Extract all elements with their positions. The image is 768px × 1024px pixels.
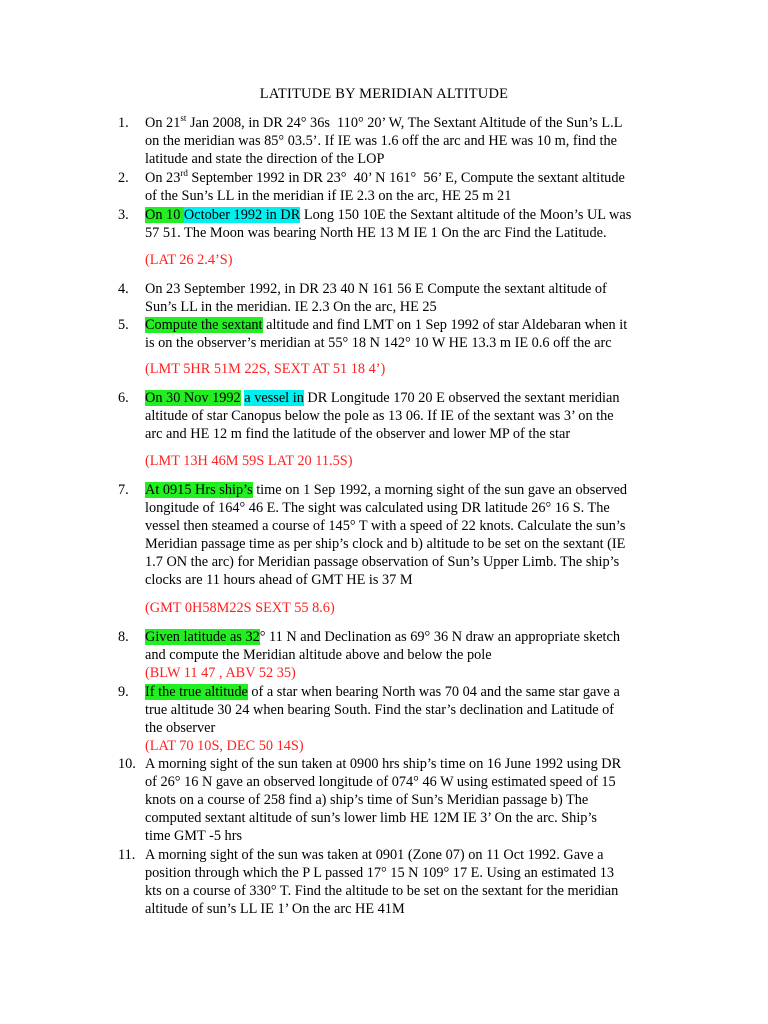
question-line: on the meridian was 85° 03.5’. If IE was 1.6 off the arc and HE was 10 m, find the: [145, 133, 617, 149]
answer-9: (LAT 70 10S, DEC 50 14S): [145, 738, 304, 754]
question-line: On 10 October 1992 in DR Long 150 10E the Sextant altitude of the Moon’s UL was: [145, 207, 632, 223]
question-line: of the Sun’s LL in the meridian if IE 2.3 on the arc, HE 25 m 21: [145, 188, 512, 204]
question-line: clocks are 11 hours ahead of GMT HE is 37 M: [145, 572, 413, 588]
question-line: At 0915 Hrs ship’s time on 1 Sep 1992, a morning sight of the sun gave an observed: [145, 482, 628, 498]
question-line: computed sextant altitude of sun’s lower limb HE 12M IE 3’ On the arc. Ship’s: [145, 810, 597, 826]
question-line: On 21st Jan 2008, in DR 24° 36s 110° 20’ W, The Sextant Altitude of the Sun’s L.L: [145, 113, 623, 131]
highlight-green: Compute the sextant: [145, 317, 263, 333]
question-line: time GMT -5 hrs: [145, 828, 243, 844]
question-line: position through which the P L passed 17° 15 N 109° 17 E. Using an estimated 13: [145, 865, 615, 881]
question-line: altitude of sun’s LL IE 1’ On the arc HE 41M: [145, 901, 405, 917]
highlight-green: On 10: [145, 207, 184, 223]
question-5: [120, 316, 680, 352]
question-8: [120, 628, 680, 682]
question-number: 4.: [118, 281, 129, 297]
question-line: arc and HE 12 m find the latitude of the observer and lower MP of the star: [145, 426, 571, 442]
question-number: 7.: [118, 482, 129, 498]
question-number: 2.: [118, 170, 129, 186]
question-line: On 30 Nov 1992 a vessel in DR Longitude 170 20 E observed the sextant meridian: [145, 390, 620, 406]
question-10: [120, 755, 680, 845]
question-line: knots on a course of 258 find a) ship’s time of Sun’s Meridian passage b) The: [145, 792, 589, 808]
highlight-green: At 0915 Hrs ship’s: [145, 482, 253, 498]
answer-7: (GMT 0H58M22S SEXT 55 8.6): [145, 600, 335, 616]
answer-3: (LAT 26 2.4’S): [145, 252, 233, 268]
question-line: is on the observer’s meridian at 55° 18 N 142° 10 W HE 13.3 m IE 0.6 off the arc: [145, 335, 612, 351]
question-3: [120, 206, 680, 242]
question-line: A morning sight of the sun taken at 0900 hrs ship’s time on 16 June 1992 using DR: [145, 756, 622, 772]
question-line: latitude and state the direction of the LOP: [145, 151, 385, 167]
question-line: true altitude 30 24 when bearing South. Find the star’s declination and Latitude of: [145, 702, 615, 718]
question-line: vessel then steamed a course of 145° T with a speed of 22 knots. Calculate the sun’s: [145, 518, 626, 534]
question-6: [120, 389, 680, 443]
question-line: 1.7 ON the arc) for Meridian passage observation of Sun’s Upper Limb. The ship’s: [145, 554, 620, 570]
question-line: A morning sight of the sun was taken at 0901 (Zone 07) on 11 Oct 1992. Gave a: [145, 847, 604, 863]
question-number: 6.: [118, 390, 129, 406]
question-line: If the true altitude of a star when bearing North was 70 04 and the same star gave a: [145, 684, 620, 700]
question-number: 9.: [118, 684, 129, 700]
page-title: LATITUDE BY MERIDIAN ALTITUDE: [259, 86, 509, 102]
question-number: 1.: [118, 115, 129, 131]
question-line: the observer: [145, 720, 216, 736]
question-2: [120, 169, 680, 205]
highlight-cyan: a vessel in: [244, 390, 304, 406]
question-number: 5.: [118, 317, 129, 333]
question-line: 57 51. The Moon was bearing North HE 13 M IE 1 On the arc Find the Latitude.: [145, 225, 607, 241]
question-line: longitude of 164° 46 E. The sight was calculated using DR latitude 26° 16 S. The: [145, 500, 610, 516]
answer-5: (LMT 5HR 51M 22S, SEXT AT 51 18 4’): [145, 361, 386, 377]
question-number: 3.: [118, 207, 129, 223]
question-11: [120, 846, 680, 918]
question-line: and compute the Meridian altitude above and below the pole: [145, 647, 492, 663]
question-line: Meridian passage time as per ship’s clock and b) altitude to be set on the sextant (IE: [145, 536, 626, 552]
answer-6: (LMT 13H 46M 59S LAT 20 11.5S): [145, 453, 353, 469]
question-4: [120, 280, 680, 316]
question-line: On 23rd September 1992 in DR 23° 40’ N 161° 56’ E, Compute the sextant altitude: [145, 168, 625, 186]
answer-8: (BLW 11 47 , ABV 52 35): [145, 665, 296, 681]
question-line: altitude of star Canopus below the pole as 13 06. If IE of the sextant was 3’ on the: [145, 408, 614, 424]
question-number: 10.: [118, 756, 136, 772]
question-number: 8.: [118, 629, 129, 645]
question-line: of 26° 16 N gave an observed longitude of 074° 46 W using estimated speed of 15: [145, 774, 616, 790]
question-line: Compute the sextant altitude and find LMT on 1 Sep 1992 of star Aldebaran when it: [145, 317, 628, 333]
question-line: kts on a course of 330° T. Find the altitude to be set on the sextant for the meridian: [145, 883, 619, 899]
question-9: [120, 683, 680, 755]
highlight-green: On 30 Nov 1992: [145, 390, 241, 406]
highlight-green: Given latitude as 32: [145, 629, 260, 645]
question-line: On 23 September 1992, in DR 23 40 N 161 56 E Compute the sextant altitude of: [145, 281, 607, 297]
question-line: Sun’s LL in the meridian. IE 2.3 On the arc, HE 25: [145, 299, 437, 315]
question-line: Given latitude as 32° 11 N and Declination as 69° 36 N draw an appropriate sketch: [145, 629, 621, 645]
question-7: [120, 481, 680, 589]
question-number: 11.: [118, 847, 136, 863]
highlight-green: If the true altitude: [145, 684, 248, 700]
question-1: [120, 114, 680, 168]
highlight-cyan: October 1992 in DR: [183, 207, 301, 223]
